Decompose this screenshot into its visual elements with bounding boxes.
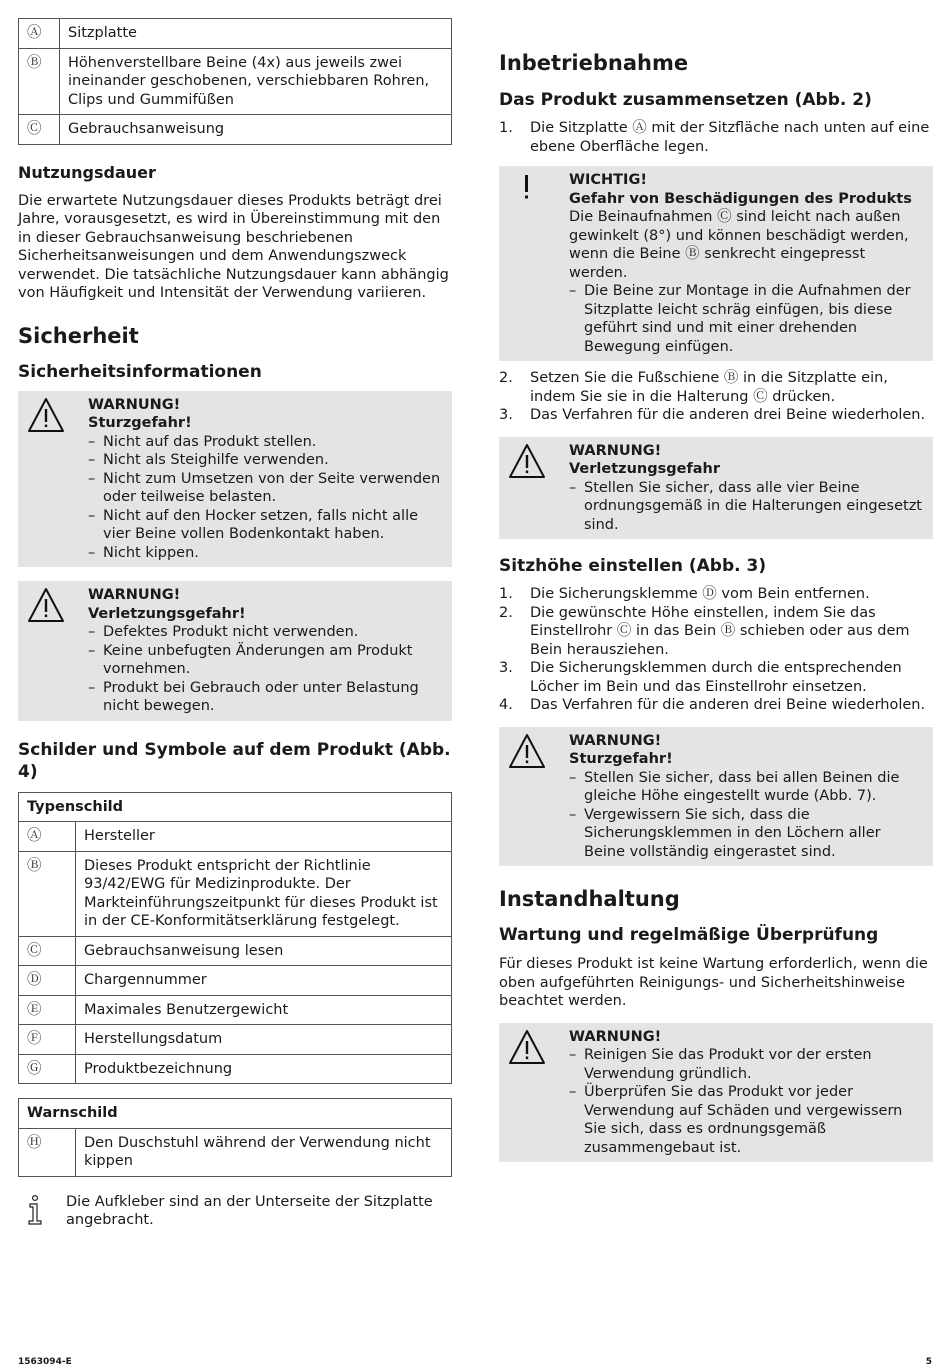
table-cell: Höhenverstellbare Beine (4x) aus jeweils zwei ineinander geschobenen, verschiebbaren Rohren, Clips und Gummifüßen xyxy=(60,48,452,115)
maintenance-text: Für dieses Produkt ist keine Wartung erforderlich, wenn die oben aufgeführten Reinigungs- und Sicherheitshinweise beachtet werden. xyxy=(499,956,928,1009)
exclamation-icon xyxy=(507,171,569,356)
marker: Ⓑ xyxy=(19,851,76,936)
inspection-heading: Wartung und regelmäßige Überprüfung xyxy=(499,925,879,945)
warning-item: – Defektes Produkt nicht verwenden. xyxy=(88,623,444,642)
warning-box-injury-assembly xyxy=(499,437,933,540)
warning-box-fall-height xyxy=(499,727,933,867)
warning-triangle-icon xyxy=(507,442,569,535)
table-cell: Gebrauchsanweisung lesen xyxy=(76,936,452,966)
warning-triangle-icon xyxy=(507,1028,569,1158)
warning-item: – Produkt bei Gebrauch oder unter Belastung nicht bewegen. xyxy=(88,679,444,716)
marker: Ⓒ xyxy=(19,115,60,145)
table-header-row xyxy=(19,792,452,822)
marker: Ⓗ xyxy=(19,1128,76,1176)
safety-heading: Sicherheit xyxy=(18,323,139,348)
step-item: 2. Setzen Sie die Fußschiene Ⓑ in die Sitzplatte ein, indem Sie sie in die Halterung Ⓒ drücken. xyxy=(499,370,888,405)
info-note-text: Die Aufkleber sind an der Unterseite der Sitzplatte angebracht. xyxy=(66,1193,433,1228)
maintenance-heading: Instandhaltung xyxy=(499,887,680,911)
table-row xyxy=(19,995,452,1025)
table-header-row xyxy=(19,1099,452,1129)
warning-item: – Reinigen Sie das Produkt vor der ersten Verwendung gründlich. xyxy=(569,1046,925,1083)
table-cell: Chargennummer xyxy=(76,966,452,996)
step-item: 1. Die Sicherungsklemme Ⓓ vom Bein entfernen. xyxy=(499,586,870,602)
table-cell: Produktbezeichnung xyxy=(76,1054,452,1084)
marker: Ⓐ xyxy=(19,19,60,49)
important-item: – Die Beine zur Montage in die Aufnahmen der Sitzplatte leicht schräg einfügen, bis diese geführt sind und mit einer drehenden Bewegung einfügen. xyxy=(569,282,925,356)
page-number: 5 xyxy=(925,1357,932,1367)
assembly-steps xyxy=(499,119,933,156)
table-cell: Herstellungsdatum xyxy=(76,1025,452,1055)
warning-title: Verletzungsgefahr xyxy=(569,461,721,477)
marker: Ⓖ xyxy=(19,1054,76,1084)
table-row xyxy=(19,48,452,115)
step-item: 2. Die gewünschte Höhe einstellen, indem Sie das Einstellrohr Ⓒ in das Bein Ⓑ schieben oder aus dem Bein herausziehen. xyxy=(499,604,910,658)
warning-label: WARNUNG! xyxy=(569,442,662,459)
warning-item: – Nicht auf das Produkt stellen. xyxy=(88,433,444,452)
important-box xyxy=(499,166,933,361)
type-plate-title: Typenschild xyxy=(19,792,452,822)
type-plate-table xyxy=(18,792,452,1085)
table-cell: Gebrauchsanweisung xyxy=(60,115,452,145)
warning-title: Sturzgefahr! xyxy=(569,751,673,767)
labels-heading: Schilder und Symbole auf dem Produkt (Abb. 4) xyxy=(18,739,451,782)
warning-title: Verletzungsgefahr! xyxy=(88,605,246,622)
marker: Ⓑ xyxy=(19,48,60,115)
contents-table xyxy=(18,18,452,145)
assembly-steps-continued xyxy=(499,369,933,425)
step-item: 3. Das Verfahren für die anderen drei Beine wiederholen. xyxy=(499,407,926,423)
table-row xyxy=(19,1054,452,1084)
table-row xyxy=(19,1025,452,1055)
document-number: 1563094-E xyxy=(18,1357,72,1367)
warning-item: – Überprüfen Sie das Produkt vor jeder Verwendung auf Schäden und vergewissern Sie sich, dass es ordnungsgemäß zusammengebaut ist. xyxy=(569,1083,925,1157)
service-life-heading: Nutzungsdauer xyxy=(18,162,156,182)
table-row xyxy=(19,822,452,852)
assembly-heading: Das Produkt zusammensetzen (Abb. 2) xyxy=(499,90,872,110)
table-row xyxy=(19,966,452,996)
warning-triangle-icon xyxy=(26,396,88,563)
warning-title: Sturzgefahr! xyxy=(88,415,192,431)
warning-item: – Nicht als Steighilfe verwenden. xyxy=(88,451,444,470)
warning-sign-title: Warnschild xyxy=(19,1099,452,1129)
info-note xyxy=(18,1193,452,1233)
table-row xyxy=(19,1128,452,1176)
warning-item: – Stellen Sie sicher, dass bei allen Beinen die gleiche Höhe eingestellt wurde (Abb. 7). xyxy=(569,769,925,806)
warning-item: – Keine unbefugten Änderungen am Produkt vornehmen. xyxy=(88,642,444,679)
step-item: 1. Die Sitzplatte Ⓐ mit der Sitzfläche nach unten auf eine ebene Oberfläche legen. xyxy=(499,120,930,155)
marker: Ⓐ xyxy=(19,822,76,852)
warning-sign-table xyxy=(18,1098,452,1177)
left-column xyxy=(18,18,452,1232)
marker: Ⓒ xyxy=(19,936,76,966)
service-life-text: Die erwartete Nutzungsdauer dieses Produkts beträgt drei Jahre, vorausgesetzt, es wird in Übereinstimmung mit den in dieser Gebrauchsanweisung beschriebenen Sicherheitsanweisungen und dem Anwendungszweck verwendet. Die tatsächliche Nutzungsdauer kann abhängig von Häufigkeit und Intensität der Verwendung variieren. xyxy=(18,192,449,301)
warning-label: WARNUNG! xyxy=(569,732,662,749)
table-cell: Dieses Produkt entspricht der Richtlinie 93/42/EWG für Medizinprodukte. Der Markteinführungszeitpunkt für dieses Produkt ist in der CE-Konformitätserklärung festgelegt. xyxy=(76,851,452,936)
warning-label: WARNUNG! xyxy=(88,587,181,603)
seat-height-heading: Sitzhöhe einstellen (Abb. 3) xyxy=(499,556,767,576)
step-item: 4. Das Verfahren für die anderen drei Beine wiederholen. xyxy=(499,697,926,713)
warning-box-injury xyxy=(18,581,452,721)
seat-height-steps xyxy=(499,585,933,715)
warning-box-maintenance xyxy=(499,1023,933,1163)
warning-triangle-icon xyxy=(26,586,88,716)
right-column xyxy=(499,50,933,1162)
warning-label: WARNUNG! xyxy=(569,1028,662,1045)
warning-label: WARNUNG! xyxy=(88,396,181,413)
info-icon xyxy=(18,1193,66,1233)
step-item: 3. Die Sicherungsklemmen durch die entsprechenden Löcher im Bein und das Einstellrohr einsetzen. xyxy=(499,660,902,695)
commissioning-heading: Inbetriebnahme xyxy=(499,51,689,75)
important-text: Die Beinaufnahmen Ⓒ sind leicht nach außen gewinkelt (8°) und können beschädigt werden, wenn die Beine Ⓑ senkrecht eingepresst werden. xyxy=(569,209,909,281)
marker: Ⓓ xyxy=(19,966,76,996)
safety-info-heading: Sicherheitsinformationen xyxy=(18,361,262,382)
table-row xyxy=(19,19,452,49)
important-title: Gefahr von Beschädigungen des Produkts xyxy=(569,190,912,207)
warning-item: – Nicht zum Umsetzen von der Seite verwenden oder teilweise belasten. xyxy=(88,470,444,507)
marker: Ⓔ xyxy=(19,995,76,1025)
warning-box-fall xyxy=(18,391,452,568)
table-cell: Maximales Benutzergewicht xyxy=(76,995,452,1025)
table-cell: Hersteller xyxy=(76,822,452,852)
warning-item: – Nicht kippen. xyxy=(88,544,444,563)
warning-item: – Nicht auf den Hocker setzen, falls nicht alle vier Beine vollen Bodenkontakt haben. xyxy=(88,507,444,544)
table-row xyxy=(19,936,452,966)
warning-item: – Vergewissern Sie sich, dass die Sicherungsklemmen in den Löchern aller Beine vollständig eingerastet sind. xyxy=(569,806,925,862)
important-label: WICHTIG! xyxy=(569,172,647,188)
table-cell: Den Duschstuhl während der Verwendung nicht kippen xyxy=(76,1128,452,1176)
warning-item: – Stellen Sie sicher, dass alle vier Beine ordnungsgemäß in die Halterungen eingesetzt sind. xyxy=(569,479,925,535)
warning-triangle-icon xyxy=(507,732,569,862)
table-row xyxy=(19,851,452,936)
marker: Ⓕ xyxy=(19,1025,76,1055)
table-cell: Sitzplatte xyxy=(60,19,452,49)
table-row xyxy=(19,115,452,145)
